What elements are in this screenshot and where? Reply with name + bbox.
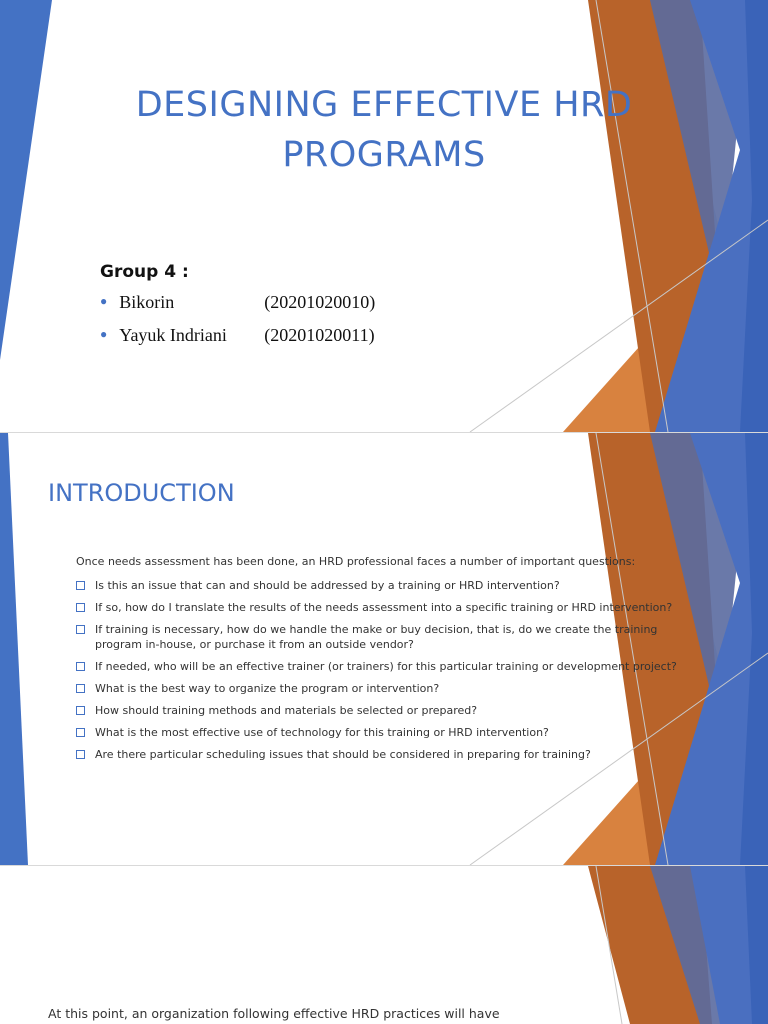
- question-text: Is this an issue that can and should be addressed by a training or HRD intervention?: [95, 579, 560, 592]
- member-name: Yayuk Indriani: [119, 325, 227, 345]
- member-name: Bikorin: [119, 292, 175, 312]
- bullet-icon: ●: [100, 327, 108, 341]
- bullet-icon: ●: [100, 294, 108, 308]
- body-text: At this point, an organization following effective HRD practices will have: [48, 1006, 500, 1021]
- square-bullet-icon: [76, 625, 85, 634]
- square-bullet-icon: [76, 684, 85, 693]
- question-text: What is the most effective use of technology for this training or HRD intervention?: [95, 726, 549, 739]
- list-item: [76, 578, 701, 593]
- slide-title: [0, 80, 768, 180]
- member-id: (20201020011): [264, 325, 375, 345]
- square-bullet-icon: [76, 728, 85, 737]
- list-item: [76, 747, 701, 762]
- slide-title-line-1: DESIGNING EFFECTIVE HRD: [135, 85, 633, 125]
- member-item: [100, 325, 375, 346]
- list-item: [76, 659, 701, 674]
- square-bullet-icon: [76, 750, 85, 759]
- question-list: [76, 578, 701, 769]
- square-bullet-icon: [76, 706, 85, 715]
- group-label: Group 4 :: [100, 262, 189, 282]
- list-item: [76, 725, 701, 740]
- member-item: [100, 292, 375, 313]
- question-text: If training is necessary, how do we handle the make or buy decision, that is, do we create the training program in-house, or purchase it from an outside vendor?: [95, 623, 658, 651]
- question-text: What is the best way to organize the program or intervention?: [95, 682, 440, 695]
- intro-lead-text: Once needs assessment has been done, an HRD professional faces a number of important questions:: [76, 555, 636, 568]
- list-item: [76, 622, 701, 652]
- square-bullet-icon: [76, 581, 85, 590]
- question-text: If so, how do I translate the results of the needs assessment into a specific training or HRD intervention?: [95, 601, 673, 614]
- list-item: [76, 600, 701, 615]
- slide-title-line-2: PROGRAMS: [282, 135, 486, 175]
- question-text: How should training methods and materials be selected or prepared?: [95, 704, 478, 717]
- content-slide: [0, 866, 768, 1024]
- square-bullet-icon: [76, 662, 85, 671]
- square-bullet-icon: [76, 603, 85, 612]
- introduction-slide: [0, 433, 768, 865]
- question-text: Are there particular scheduling issues that should be considered in preparing for training?: [95, 748, 591, 761]
- slide-title: INTRODUCTION: [48, 479, 235, 507]
- question-text: If needed, who will be an effective trainer (or trainers) for this particular training or development project?: [95, 660, 677, 673]
- title-slide: [0, 0, 768, 432]
- list-item: [76, 703, 701, 718]
- decorative-shapes: [0, 866, 768, 1024]
- decorative-shapes: [0, 0, 768, 432]
- list-item: [76, 681, 701, 696]
- member-id: (20201020010): [264, 292, 376, 312]
